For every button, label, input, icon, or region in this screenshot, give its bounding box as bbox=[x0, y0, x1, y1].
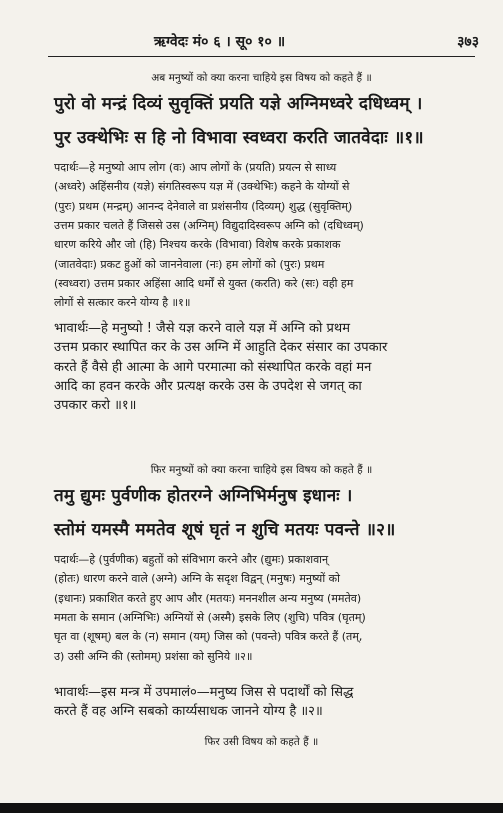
header-rule bbox=[48, 56, 475, 57]
mantra-line: पुर उक्थेभिः स हि नो विभावा स्वध्वरा करति जातवेदाः ॥१॥ bbox=[54, 128, 424, 148]
scan-bottom-edge bbox=[0, 803, 503, 813]
bhavartha-line: उत्तम प्रकार स्थापित कर के उस अग्नि में आहुति देकर संसार का उपकार bbox=[54, 340, 388, 356]
padartha-line: (पुरः) प्रथम (मन्द्रम्) आनन्द देनेवाले वा प्रशंसनीय (दिव्यम्) शुद्ध (सुवृक्तिम्) bbox=[54, 199, 353, 213]
padartha-line: (अध्वरे) अहिंसनीय (यज्ञे) संगतिस्वरूप यज्ञ में (उक्थेभिः) कहने के योग्यों से bbox=[54, 180, 350, 194]
padartha-line: (जातवेदाः) प्रकट हुओं को जाननेवाला (नः) हम लोगों को (पुरः) प्रथम bbox=[54, 257, 325, 271]
bhavartha-line: करते हैं वह अग्नि सबको कार्य्यसाधक जानने योग्य है ॥२॥ bbox=[54, 704, 323, 720]
padartha-line: लोगों से सत्कार करने योग्य है ॥१॥ bbox=[54, 296, 191, 310]
padartha-line: (इधानः) प्रकाशित करते हुए आप और (मतयः) मननशील अन्य मनुष्य (ममतेव) bbox=[54, 591, 362, 605]
intro-line: फिर मनुष्यों को क्या करना चाहिये इस विषय को कहते हैं ॥ bbox=[150, 464, 373, 476]
bhavartha-line: आदि का हवन करके और प्रत्यक्ष करके उस के उपदेश से जगत् का bbox=[54, 378, 362, 394]
padartha-line: पदार्थः—हे मनुष्यो आप लोग (वः) आप लोगों के (प्रयति) प्रयत्न से साध्य bbox=[54, 161, 337, 174]
padartha-line: (स्वध्वरा) उत्तम प्रकार अहिंसा आदि धर्मों से युक्त (करति) करे (सः) वही हम bbox=[54, 276, 354, 290]
padartha-line: ममता के समान (अग्निभिः) अग्नियों से (अस्मै) इसके लिए (शुचि) पवित्र (घृतम्) bbox=[54, 610, 366, 624]
padartha-line: उ) उसी अग्नि की (स्तोमम्) प्रशंसा को सुनिये ॥२॥ bbox=[54, 649, 253, 663]
intro-line: अब मनुष्यों को क्या करना चाहिये इस विषय को कहते हैं ॥ bbox=[151, 72, 372, 84]
page-header bbox=[14, 30, 489, 54]
page-number: ३७३ bbox=[457, 34, 479, 50]
running-title: ऋग्वेदः मं० ६ । सू० १० ॥ bbox=[154, 34, 286, 50]
bhavartha-line: करते हैं वैसे ही आत्मा के आगे परमात्मा को संस्थापित करके वहां मन bbox=[54, 359, 372, 375]
mantra-line: स्तोमं यमस्मै ममतेव शूषं घृतं न शुचि मतयः पवन्ते ॥२॥ bbox=[54, 520, 396, 540]
intro-line: फिर उसी विषय को कहते हैं ॥ bbox=[204, 736, 319, 748]
bhavartha-line: उपकार करो ॥१॥ bbox=[54, 398, 137, 414]
mantra-line: पुरो वो मन्द्रं दिव्यं सुवृक्तिं प्रयति यज्ञे अग्निमध्वरे दधिध्वम् । bbox=[54, 94, 423, 114]
padartha-line: उत्तम प्रकार चलते हैं जिससे उस (अग्निम्) विद्युदादिस्वरूप अग्नि को (दधिध्वम्) bbox=[54, 218, 364, 232]
padartha-line: धारण करिये और जो (हि) निश्चय करके (विभावा) विशेष करके प्रकाशक bbox=[54, 238, 341, 252]
padartha-line: पदार्थः—हे (पुर्वणीक) बहुतों को संविभाग करने और (द्युमः) प्रकाशवान् bbox=[54, 553, 329, 566]
padartha-line: (होतः) धारण करने वाले (अग्ने) अग्नि के सदृश विद्वन् (मनुषः) मनुष्यों को bbox=[54, 572, 340, 586]
bhavartha-line: भावार्थः—इस मन्त्र में उपमालं०—मनुष्य जिस से पदार्थों को सिद्ध bbox=[54, 685, 354, 700]
padartha-line: घृत वा (शूषम्) बल के (न) समान (यम्) जिस को (पवन्ते) पवित्र करते हैं (तम्, bbox=[54, 630, 363, 644]
mantra-line: तमु द्युमः पुर्वणीक होतरग्ने अग्निभिर्मनुष इधानः । bbox=[54, 486, 353, 506]
bhavartha-line: भावार्थः—हे मनुष्यो ! जैसे यज्ञ करने वाले यज्ञ में अग्नि को प्रथम bbox=[54, 321, 350, 336]
